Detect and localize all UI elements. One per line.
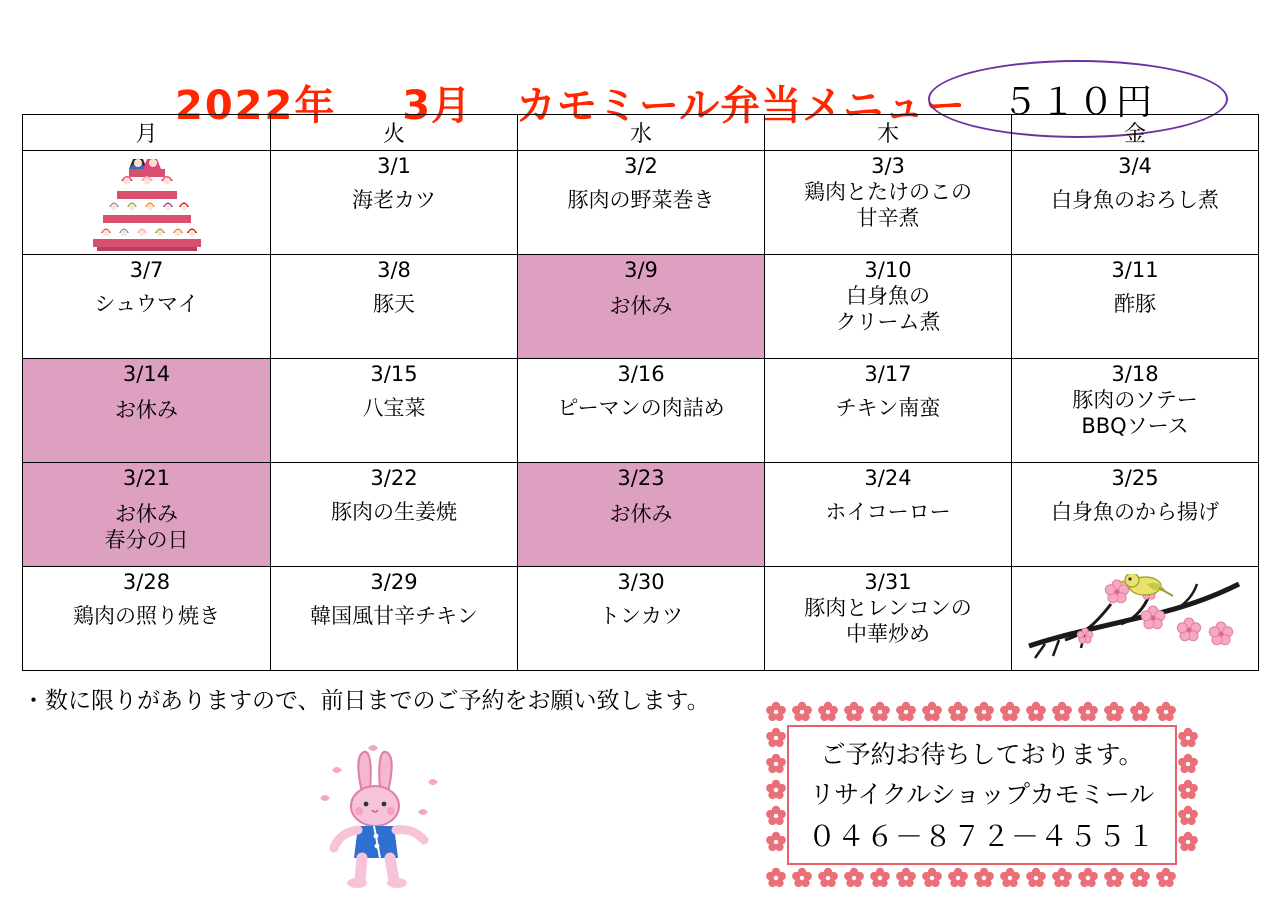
calendar-day-cell: [23, 567, 271, 671]
weekday-header-wed: 水: [518, 115, 765, 151]
day-number: 3/14: [122, 362, 171, 386]
menu-item: ピーマンの肉詰め: [557, 396, 725, 420]
calendar-day-cell: [23, 151, 271, 255]
calendar-day-cell: [518, 255, 765, 359]
menu-item: 豚天: [373, 292, 415, 316]
menu-item: 酢豚: [1114, 292, 1156, 316]
day-number: 3/21: [122, 466, 171, 490]
menu-item: 豚肉の野菜巻き: [567, 188, 715, 212]
calendar-day-cell: [1012, 567, 1259, 671]
day-number: 3/29: [370, 570, 418, 594]
plum-branch-icon: [1025, 574, 1245, 668]
calendar-day-cell: [518, 151, 765, 255]
menu-calendar: [22, 114, 1259, 671]
day-number: 3/31: [864, 570, 912, 594]
menu-item: シュウマイ: [94, 292, 199, 316]
weekday-header-tue: 火: [271, 115, 518, 151]
day-number: 3/24: [864, 466, 912, 490]
menu-item: トンカツ: [599, 604, 683, 628]
calendar-week-row: [23, 463, 1259, 567]
calendar-day-cell: [23, 359, 271, 463]
day-number: 3/30: [617, 570, 665, 594]
day-number: 3/15: [370, 362, 418, 386]
calendar-day-cell: [1012, 255, 1259, 359]
menu-item: お休み 春分の日: [104, 502, 189, 553]
menu-item: ホイコーロー: [825, 500, 951, 524]
calendar-day-cell: [271, 151, 518, 255]
menu-item: 豚肉の生姜焼: [331, 500, 457, 524]
calendar-day-cell: [271, 463, 518, 567]
title-subject: カモミール弁当メニュー: [515, 83, 967, 129]
day-number: 3/9: [624, 258, 658, 282]
day-number: 3/2: [624, 154, 658, 178]
calendar-week-row: [23, 359, 1259, 463]
menu-item: 豚肉とレンコンの 中華炒め: [804, 596, 972, 647]
menu-item: お休み: [609, 502, 673, 526]
day-number: 3/23: [617, 466, 665, 490]
title-month: 3月: [402, 83, 473, 129]
reservation-note: ・数に限りがありますので、前日までのご予約をお願い致します。: [22, 688, 710, 714]
calendar-day-cell: [271, 255, 518, 359]
day-number: 3/8: [377, 258, 411, 282]
calendar-week-row: [23, 151, 1259, 255]
contact-line-1: ご予約お待ちしております。: [820, 740, 1144, 769]
calendar-day-cell: [765, 359, 1012, 463]
menu-item: 鶏肉の照り焼き: [73, 604, 220, 628]
menu-item: 白身魚のから揚げ: [1051, 500, 1219, 524]
day-number: 3/22: [370, 466, 418, 490]
calendar-day-cell: [765, 463, 1012, 567]
calendar-day-cell: [518, 463, 765, 567]
menu-item: 韓国風甘辛チキン: [310, 604, 478, 628]
day-number: 3/3: [871, 154, 905, 178]
day-number: 3/18: [1111, 362, 1159, 386]
day-number: 3/11: [1111, 258, 1159, 282]
menu-item: 海老カツ: [352, 188, 436, 212]
title-year: 2022年: [175, 83, 337, 129]
calendar-day-cell: [518, 359, 765, 463]
calendar-day-cell: [1012, 359, 1259, 463]
day-number: 3/16: [617, 362, 665, 386]
contact-line-2: リサイクルショップカモミール: [809, 780, 1155, 809]
weekday-header-fri: 金: [1012, 115, 1259, 151]
calendar-day-cell: [765, 567, 1012, 671]
menu-item: チキン南蛮: [835, 396, 941, 420]
flyer-header: [0, 34, 1280, 129]
menu-item: 白身魚の クリーム煮: [835, 284, 941, 335]
menu-item: 八宝菜: [362, 396, 426, 420]
day-number: 3/25: [1111, 466, 1159, 490]
calendar-day-cell: [1012, 463, 1259, 567]
calendar-week-row: [23, 567, 1259, 671]
menu-item: 豚肉のソテー BBQソース: [1072, 388, 1198, 439]
price-label: ５１０円: [1001, 81, 1154, 123]
calendar-day-cell: [271, 567, 518, 671]
contact-phone: ０４６－８７２－４５５１: [807, 820, 1156, 853]
day-number: 3/4: [1118, 154, 1152, 178]
calendar-day-cell: [23, 255, 271, 359]
calendar-header-row: [23, 115, 1259, 151]
hina-dolls-icon: [87, 155, 207, 251]
calendar-day-cell: [1012, 151, 1259, 255]
menu-item: 白身魚のおろし煮: [1051, 188, 1219, 212]
menu-item: 鶏肉とたけのこの 甘辛煮: [804, 180, 972, 231]
day-number: 3/7: [129, 258, 164, 282]
menu-item: お休み: [115, 398, 178, 422]
rabbit-illustration: [310, 740, 450, 890]
calendar-day-cell: [23, 463, 271, 567]
calendar-day-cell: [518, 567, 765, 671]
calendar-day-cell: [271, 359, 518, 463]
calendar-day-cell: [765, 151, 1012, 255]
calendar-day-cell: [765, 255, 1012, 359]
calendar-week-row: [23, 255, 1259, 359]
menu-item: お休み: [609, 294, 673, 318]
weekday-header-mon: 月: [23, 115, 271, 151]
day-number: 3/1: [377, 154, 411, 178]
day-number: 3/28: [122, 570, 171, 594]
weekday-header-thu: 木: [765, 115, 1012, 151]
contact-box: [762, 700, 1202, 890]
day-number: 3/17: [864, 362, 912, 386]
day-number: 3/10: [864, 258, 912, 282]
